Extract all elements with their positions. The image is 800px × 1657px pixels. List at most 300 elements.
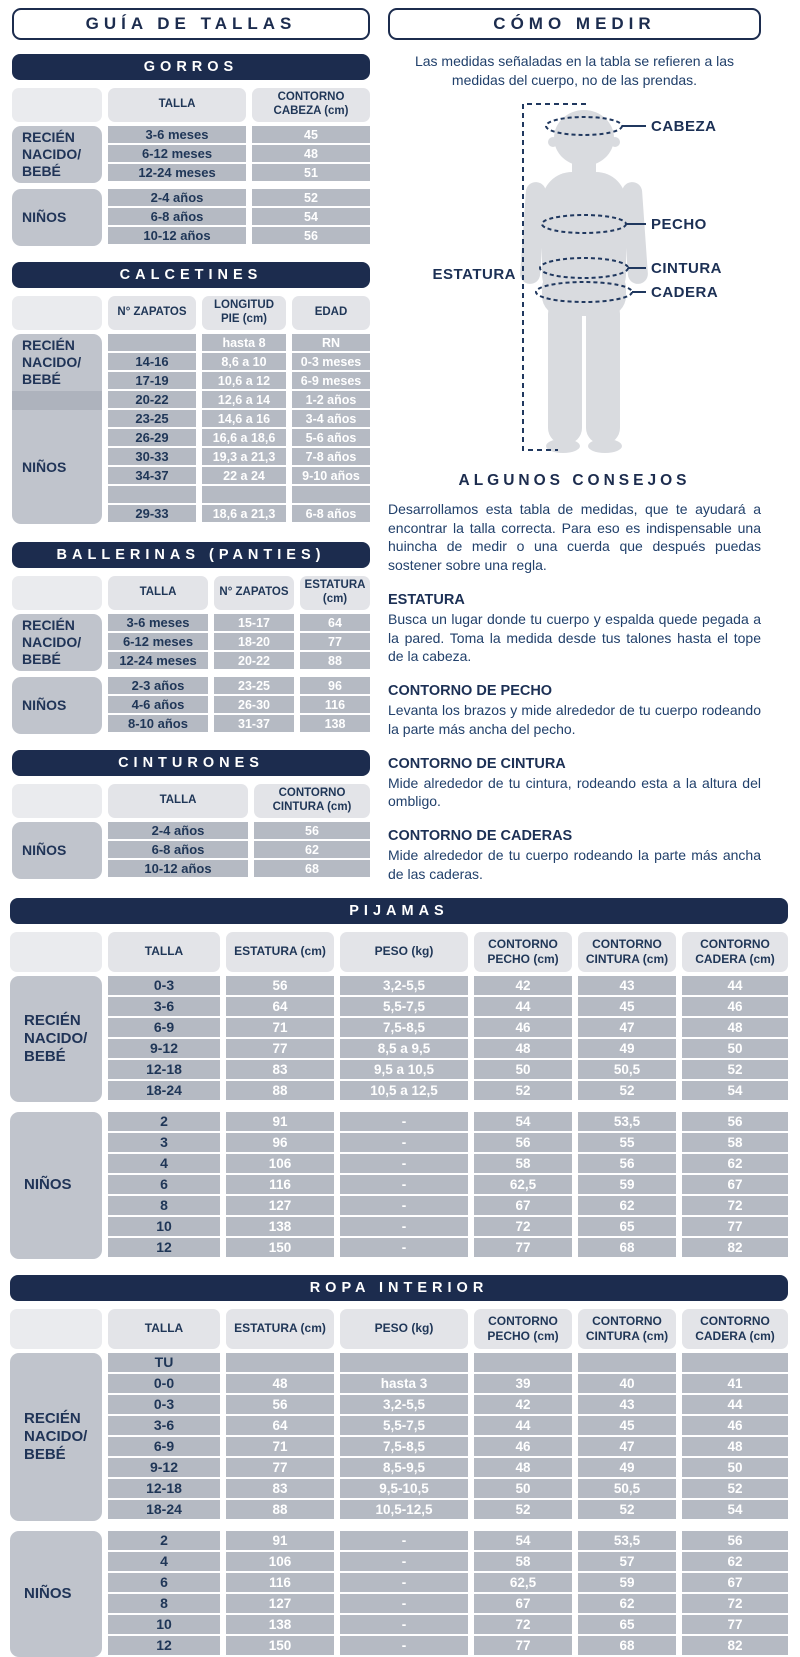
- table-body: [10, 976, 788, 1259]
- value-cell: 43: [578, 1395, 676, 1414]
- consejo-text: Busca un lugar donde tu cuerpo y espalda quede pegada a la pared. Toma la medida desde tus talones hasta el tope de la cabeza.: [388, 610, 761, 665]
- value-cell: 67: [682, 1573, 788, 1592]
- value-cell: 83: [226, 1060, 334, 1079]
- value-cell: 77: [682, 1217, 788, 1236]
- table-group: [12, 614, 370, 671]
- consejos-title: ALGUNOS CONSEJOS: [458, 471, 691, 489]
- table-row: [108, 1112, 788, 1131]
- table-group: [10, 1531, 788, 1657]
- value-cell: 51: [252, 164, 370, 181]
- value-cell: 12,6 a 14: [202, 391, 286, 408]
- size-cell: 20-22: [108, 391, 196, 408]
- column-header: TALLA: [108, 932, 220, 972]
- value-cell: 22 a 24: [202, 467, 286, 484]
- value-cell: 50,5: [578, 1060, 676, 1079]
- value-cell: 52: [578, 1500, 676, 1519]
- size-cell: 6-9: [108, 1437, 220, 1456]
- value-cell: -: [340, 1573, 468, 1592]
- value-cell: -: [340, 1615, 468, 1634]
- table-header-row: [12, 576, 370, 610]
- value-cell: 3,2-5,5: [340, 1395, 468, 1414]
- table-row: [108, 1238, 788, 1257]
- table-row: [108, 1039, 788, 1058]
- size-cell: 3-6: [108, 1416, 220, 1435]
- value-cell: 43: [578, 976, 676, 995]
- size-cell: 6-12 meses: [108, 145, 246, 162]
- value-cell: 88: [226, 1081, 334, 1100]
- group-label: NIÑOS: [10, 1112, 102, 1259]
- value-cell: 31-37: [214, 715, 294, 732]
- table-row: [108, 126, 370, 143]
- value-cell: 49: [578, 1039, 676, 1058]
- body-measure-diagram: [388, 98, 761, 460]
- corner-cell: [12, 88, 102, 122]
- cadera-label: CADERA: [651, 283, 719, 301]
- value-cell: 56: [254, 822, 370, 839]
- value-cell: 82: [682, 1238, 788, 1257]
- value-cell: 48: [252, 145, 370, 162]
- table-row: [108, 652, 370, 669]
- column-header: CONTORNO CINTURA (cm): [578, 932, 676, 972]
- table-group: [12, 334, 370, 391]
- column-header: N° ZAPATOS: [108, 296, 196, 330]
- value-cell: 45: [578, 1416, 676, 1435]
- column-header: TALLA: [108, 784, 248, 818]
- table-header-row: [12, 296, 370, 330]
- table-group: [10, 1112, 788, 1259]
- table-row: [108, 227, 370, 244]
- value-cell: 64: [226, 997, 334, 1016]
- value-cell: -: [340, 1154, 468, 1173]
- consejo-title: CONTORNO DE PECHO: [388, 683, 553, 700]
- group-rows: [108, 822, 370, 879]
- table-row: [108, 372, 370, 389]
- value-cell: 91: [226, 1531, 334, 1550]
- group-label: RECIÉN NACIDO/ BEBÉ: [10, 1353, 102, 1521]
- value-cell: 9,5 a 10,5: [340, 1060, 468, 1079]
- size-cell: 4-6 años: [108, 696, 208, 713]
- group-rows: [108, 126, 370, 183]
- table-row: [108, 448, 370, 465]
- value-cell: [682, 1353, 788, 1372]
- group-label: NIÑOS: [10, 1531, 102, 1657]
- table-row: [108, 467, 370, 484]
- table-row: [108, 1531, 788, 1550]
- value-cell: 77: [474, 1636, 572, 1655]
- value-cell: 8,6 a 10: [202, 353, 286, 370]
- group-label: RECIÉN NACIDO/ BEBÉ: [12, 334, 102, 391]
- value-cell: -: [340, 1636, 468, 1655]
- value-cell: 68: [578, 1636, 676, 1655]
- column-header: TALLA: [108, 1309, 220, 1349]
- value-cell: 40: [578, 1374, 676, 1393]
- group-rows: [108, 189, 370, 246]
- consejo-text: Mide alrededor de tu cuerpo rodeando la parte más ancha de las caderas.: [388, 847, 761, 882]
- table-group: [10, 1353, 788, 1521]
- size-cell: 6-12 meses: [108, 633, 208, 650]
- value-cell: 52: [474, 1500, 572, 1519]
- table-row: [108, 1594, 788, 1613]
- group-rows: [108, 334, 370, 391]
- value-cell: 91: [226, 1112, 334, 1131]
- consejo-caderas: [388, 828, 761, 884]
- column-header: CONTORNO PECHO (cm): [474, 932, 572, 972]
- table-row: [108, 1374, 788, 1393]
- value-cell: 77: [474, 1238, 572, 1257]
- value-cell: 45: [578, 997, 676, 1016]
- table-row: [108, 410, 370, 427]
- value-cell: 77: [682, 1615, 788, 1634]
- value-cell: 150: [226, 1238, 334, 1257]
- value-cell: 9,5-10,5: [340, 1479, 468, 1498]
- value-cell: 41: [682, 1374, 788, 1393]
- value-cell: 106: [226, 1552, 334, 1571]
- column-header: ESTATURA (cm): [226, 932, 334, 972]
- table-row: [108, 1081, 788, 1100]
- value-cell: 7-8 años: [292, 448, 370, 465]
- group-rows: [108, 1112, 788, 1259]
- value-cell: -: [340, 1217, 468, 1236]
- value-cell: 77: [300, 633, 370, 650]
- consejo-cintura: [388, 756, 761, 812]
- calcetines-section-header: CALCETINES: [12, 262, 370, 288]
- value-cell: 138: [226, 1615, 334, 1634]
- size-cell: 3-6 meses: [108, 614, 208, 631]
- size-cell: 2-3 años: [108, 677, 208, 694]
- size-cell: 6-8 años: [108, 841, 248, 858]
- size-cell: 12-18: [108, 1060, 220, 1079]
- size-cell: 12-24 meses: [108, 164, 246, 181]
- size-cell: 6: [108, 1573, 220, 1592]
- value-cell: 54: [682, 1500, 788, 1519]
- consejo-pecho: [388, 683, 761, 739]
- size-cell: 4: [108, 1552, 220, 1571]
- value-cell: 77: [226, 1458, 334, 1477]
- table-row: [108, 391, 370, 408]
- consejos-intro: Desarrollamos esta tabla de medidas, que te ayudará a encontrar la talla correcta. Para eso es indispensable una huincha de medir o una cuerda que después puedas sostener sobre una regla.: [388, 500, 761, 574]
- value-cell: 16,6 a 18,6: [202, 429, 286, 446]
- value-cell: 50: [682, 1458, 788, 1477]
- cabeza-label: CABEZA: [651, 117, 717, 135]
- value-cell: 96: [226, 1133, 334, 1152]
- value-cell: 39: [474, 1374, 572, 1393]
- value-cell: 48: [474, 1039, 572, 1058]
- value-cell: -: [340, 1238, 468, 1257]
- table-row: [108, 860, 370, 877]
- table-row: [108, 145, 370, 162]
- table-row: [108, 1615, 788, 1634]
- value-cell: 7,5-8,5: [340, 1437, 468, 1456]
- size-cell: 8-10 años: [108, 715, 208, 732]
- value-cell: [226, 1353, 334, 1372]
- value-cell: 62: [578, 1594, 676, 1613]
- value-cell: 10,5-12,5: [340, 1500, 468, 1519]
- value-cell: 57: [578, 1552, 676, 1571]
- value-cell: [578, 1353, 676, 1372]
- size-cell: 14-16: [108, 353, 196, 370]
- table-row: [108, 208, 370, 225]
- value-cell: 45: [252, 126, 370, 143]
- size-cell: [108, 486, 196, 503]
- size-cell: 6-9: [108, 1018, 220, 1037]
- column-header: CONTORNO PECHO (cm): [474, 1309, 572, 1349]
- gorros-table: [12, 54, 370, 246]
- value-cell: 54: [252, 208, 370, 225]
- value-cell: 5-6 años: [292, 429, 370, 446]
- size-cell: 30-33: [108, 448, 196, 465]
- table-header-row: [10, 1309, 788, 1349]
- group-rows: [108, 1353, 788, 1521]
- value-cell: -: [340, 1594, 468, 1613]
- table-group: [12, 822, 370, 879]
- size-cell: 34-37: [108, 467, 196, 484]
- value-cell: 10,5 a 12,5: [340, 1081, 468, 1100]
- value-cell: 8,5 a 9,5: [340, 1039, 468, 1058]
- value-cell: 9-10 años: [292, 467, 370, 484]
- cinturones-table: [12, 750, 370, 879]
- value-cell: 56: [252, 227, 370, 244]
- value-cell: 5,5-7,5: [340, 997, 468, 1016]
- value-cell: -: [340, 1112, 468, 1131]
- size-cell: 10: [108, 1615, 220, 1634]
- value-cell: 56: [226, 976, 334, 995]
- value-cell: 47: [578, 1018, 676, 1037]
- value-cell: 138: [300, 715, 370, 732]
- group-rows: [108, 1531, 788, 1657]
- size-cell: 0-0: [108, 1374, 220, 1393]
- table-header-row: [10, 932, 788, 972]
- value-cell: 127: [226, 1594, 334, 1613]
- column-header: CONTORNO CABEZA (cm): [252, 88, 370, 122]
- value-cell: 116: [300, 696, 370, 713]
- table-row: [108, 1437, 788, 1456]
- size-cell: 2-4 años: [108, 189, 246, 206]
- value-cell: 67: [474, 1196, 572, 1215]
- size-cell: 10-12 años: [108, 227, 246, 244]
- size-cell: 9-12: [108, 1039, 220, 1058]
- size-cell: TU: [108, 1353, 220, 1372]
- value-cell: 77: [226, 1039, 334, 1058]
- size-cell: 2: [108, 1112, 220, 1131]
- value-cell: 0-3 meses: [292, 353, 370, 370]
- value-cell: 88: [300, 652, 370, 669]
- value-cell: 7,5-8,5: [340, 1018, 468, 1037]
- value-cell: 127: [226, 1196, 334, 1215]
- group-rows: [108, 410, 370, 524]
- size-cell: 6-8 años: [108, 208, 246, 225]
- table-header-row: [12, 88, 370, 122]
- size-cell: 18-24: [108, 1500, 220, 1519]
- ropa-interior-table: [10, 1275, 788, 1657]
- value-cell: 14,6 a 16: [202, 410, 286, 427]
- value-cell: 62: [578, 1196, 676, 1215]
- value-cell: 65: [578, 1615, 676, 1634]
- value-cell: 59: [578, 1175, 676, 1194]
- size-cell: 12: [108, 1636, 220, 1655]
- value-cell: 71: [226, 1437, 334, 1456]
- table-row: [108, 976, 788, 995]
- size-cell: 9-12: [108, 1458, 220, 1477]
- table-row: [108, 189, 370, 206]
- value-cell: 72: [474, 1615, 572, 1634]
- value-cell: 44: [682, 1395, 788, 1414]
- value-cell: 62: [682, 1552, 788, 1571]
- table-body: [12, 126, 370, 246]
- table-row: [108, 822, 370, 839]
- table-body: [12, 614, 370, 734]
- group-label: NIÑOS: [12, 677, 102, 734]
- value-cell: 56: [682, 1531, 788, 1550]
- size-cell: [108, 334, 196, 351]
- value-cell: 64: [300, 614, 370, 631]
- table-row: [108, 164, 370, 181]
- value-cell: 46: [474, 1437, 572, 1456]
- group-label: NIÑOS: [12, 189, 102, 246]
- corner-cell: [12, 576, 102, 610]
- value-cell: 46: [682, 997, 788, 1016]
- value-cell: 26-30: [214, 696, 294, 713]
- value-cell: 52: [682, 1479, 788, 1498]
- value-cell: 44: [474, 997, 572, 1016]
- size-cell: 4: [108, 1154, 220, 1173]
- value-cell: 54: [474, 1531, 572, 1550]
- size-cell: 23-25: [108, 410, 196, 427]
- table-row: [108, 1552, 788, 1571]
- value-cell: 53,5: [578, 1112, 676, 1131]
- table-row: [108, 1060, 788, 1079]
- group-rows: [108, 614, 370, 671]
- column-header: LONGITUD PIE (cm): [202, 296, 286, 330]
- estatura-label: ESTATURA: [432, 265, 516, 283]
- value-cell: 50: [474, 1060, 572, 1079]
- column-header: TALLA: [108, 88, 246, 122]
- size-cell: 3-6: [108, 997, 220, 1016]
- column-header: PESO (kg): [340, 932, 468, 972]
- group-label: NIÑOS: [12, 410, 102, 524]
- group-label: RECIÉN NACIDO/ BEBÉ: [12, 126, 102, 183]
- column-header: ESTATURA (cm): [300, 576, 370, 610]
- value-cell: [202, 486, 286, 503]
- value-cell: 44: [474, 1416, 572, 1435]
- group-rows: [108, 391, 370, 410]
- table-row: [108, 1018, 788, 1037]
- consejo-title: CONTORNO DE CINTURA: [388, 755, 566, 772]
- table-row: [108, 614, 370, 631]
- child-silhouette: [519, 110, 648, 453]
- size-cell: 10-12 años: [108, 860, 248, 877]
- table-group: [12, 677, 370, 734]
- value-cell: 116: [226, 1175, 334, 1194]
- size-cell: 3-6 meses: [108, 126, 246, 143]
- table-row: [108, 505, 370, 522]
- consejo-title: ESTATURA: [388, 591, 465, 608]
- value-cell: 1-2 años: [292, 391, 370, 408]
- table-group: [12, 126, 370, 183]
- table-row: [108, 353, 370, 370]
- value-cell: hasta 3: [340, 1374, 468, 1393]
- value-cell: RN: [292, 334, 370, 351]
- group-label: [12, 391, 102, 410]
- value-cell: 5,5-7,5: [340, 1416, 468, 1435]
- table-body: [12, 334, 370, 524]
- table-row: [108, 677, 370, 694]
- cinturones-section-header: CINTURONES: [12, 750, 370, 776]
- table-group: [12, 391, 370, 410]
- value-cell: 53,5: [578, 1531, 676, 1550]
- group-label: RECIÉN NACIDO/ BEBÉ: [10, 976, 102, 1102]
- group-rows: [108, 677, 370, 734]
- value-cell: 64: [226, 1416, 334, 1435]
- value-cell: 42: [474, 1395, 572, 1414]
- value-cell: 18-20: [214, 633, 294, 650]
- value-cell: 72: [682, 1594, 788, 1613]
- value-cell: 65: [578, 1217, 676, 1236]
- table-row: [108, 1636, 788, 1655]
- value-cell: 19,3 a 21,3: [202, 448, 286, 465]
- value-cell: -: [340, 1133, 468, 1152]
- value-cell: 138: [226, 1217, 334, 1236]
- value-cell: 44: [682, 976, 788, 995]
- size-cell: 29-33: [108, 505, 196, 522]
- calcetines-table: [12, 262, 370, 524]
- table-row: [108, 633, 370, 650]
- corner-cell: [12, 296, 102, 330]
- table-row: [108, 429, 370, 446]
- table-row: [108, 715, 370, 732]
- top-two-columns: [12, 8, 786, 884]
- consejo-title: CONTORNO DE CADERAS: [388, 828, 573, 845]
- cintura-label: CINTURA: [651, 259, 722, 277]
- value-cell: 50: [474, 1479, 572, 1498]
- value-cell: 3-4 años: [292, 410, 370, 427]
- tables-column: [12, 8, 370, 884]
- value-cell: 150: [226, 1636, 334, 1655]
- table-row: [108, 696, 370, 713]
- value-cell: 50,5: [578, 1479, 676, 1498]
- column-header: ESTATURA (cm): [226, 1309, 334, 1349]
- value-cell: 58: [474, 1552, 572, 1571]
- pecho-label: PECHO: [651, 215, 707, 233]
- value-cell: 3,2-5,5: [340, 976, 468, 995]
- group-label: RECIÉN NACIDO/ BEBÉ: [12, 614, 102, 671]
- table-group: [10, 976, 788, 1102]
- value-cell: 56: [578, 1154, 676, 1173]
- corner-cell: [10, 932, 102, 972]
- table-body: [10, 1353, 788, 1657]
- table-row: [108, 486, 370, 503]
- value-cell: 56: [682, 1112, 788, 1131]
- column-header: CONTORNO CINTURA (cm): [578, 1309, 676, 1349]
- consejo-text: Levanta los brazos y mide alrededor de tu cuerpo rodeando la parte más ancha del pecho.: [388, 702, 761, 737]
- size-cell: 6: [108, 1175, 220, 1194]
- table-row: [108, 1353, 788, 1372]
- value-cell: -: [340, 1552, 468, 1571]
- value-cell: 67: [474, 1594, 572, 1613]
- value-cell: 96: [300, 677, 370, 694]
- size-cell: 0-3: [108, 1395, 220, 1414]
- table-row: [108, 334, 370, 351]
- how-to-measure-column: [388, 8, 761, 884]
- table-row: [108, 1154, 788, 1173]
- table-header-row: [12, 784, 370, 818]
- value-cell: -: [340, 1175, 468, 1194]
- size-cell: 2-4 años: [108, 822, 248, 839]
- como-medir-intro: Las medidas señaladas en la tabla se refieren a las medidas del cuerpo, no de las prendas.: [414, 53, 735, 88]
- value-cell: hasta 8: [202, 334, 286, 351]
- column-header: EDAD: [292, 296, 370, 330]
- value-cell: 82: [682, 1636, 788, 1655]
- size-cell: 18-24: [108, 1081, 220, 1100]
